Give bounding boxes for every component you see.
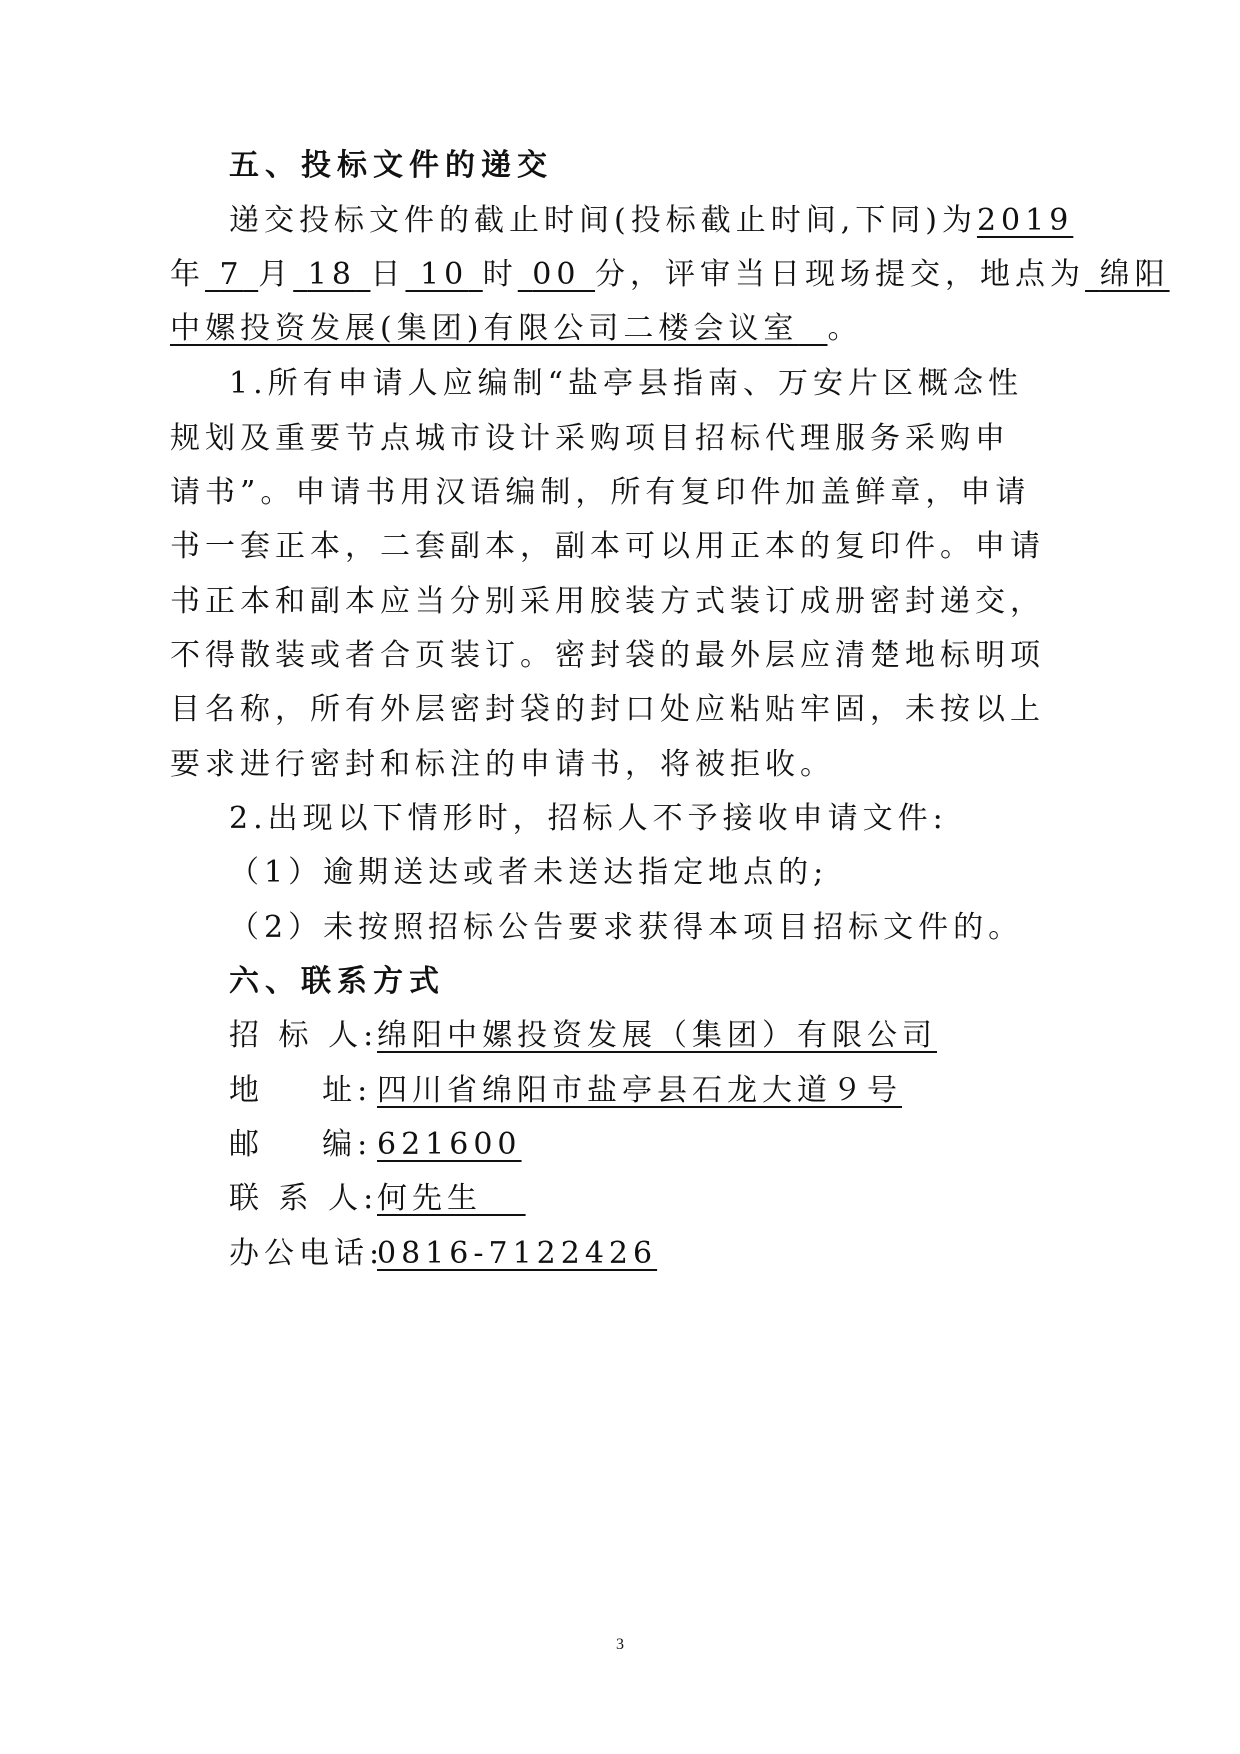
deadline-day: 18 <box>307 257 356 292</box>
contact-row-address <box>229 1071 902 1111</box>
deadline-place-part2: 中嫘投资发展(集团)有限公司二楼会议室 <box>170 311 799 346</box>
deadline-line-1 <box>229 201 1073 241</box>
page-number: 3 <box>616 1636 624 1653</box>
contact-row-person <box>229 1179 526 1219</box>
contact-value: 绵阳中嫘投资发展（集团）有限公司 <box>377 1018 937 1053</box>
item1-line: 书一套正本，二套副本，副本可以用正本的复印件。申请 <box>170 529 1045 564</box>
item1-line: 1.所有申请人应编制“盐亭县指南、万安片区概念性 <box>229 366 1023 401</box>
item1-line: 目名称，所有外层密封袋的封口处应粘贴牢固，未按以上 <box>170 692 1045 727</box>
contact-label: 办公电话: <box>229 1236 385 1271</box>
item1-line: 要求进行密封和标注的申请书，将被拒收。 <box>170 747 835 782</box>
deadline-month-unit: 月 <box>258 257 294 292</box>
deadline-line-2 <box>170 255 1170 295</box>
contact-value: 何先生 <box>377 1181 482 1216</box>
contact-label: 联 系 人: <box>229 1181 379 1216</box>
contact-row-postcode <box>229 1125 522 1165</box>
item1-line: 规划及重要节点城市设计采购项目招标代理服务采购申 <box>170 421 1010 456</box>
deadline-minute: 00 <box>532 257 581 292</box>
contact-value: 621600 <box>377 1127 522 1162</box>
deadline-year-unit: 年 <box>170 257 205 292</box>
contact-label: 招 标 人: <box>229 1018 379 1053</box>
item1-line: 不得散装或者合页装订。密封袋的最外层应清楚地标明项 <box>170 638 1045 673</box>
item2-line: 2.出现以下情形时，招标人不予接收申请文件: <box>229 801 948 836</box>
deadline-location-text: 分，评审当日现场提交，地点为 <box>595 257 1086 292</box>
contact-label: 地 址: <box>229 1073 373 1108</box>
item2-sub-line: （2）未按照招标公告要求获得本项目招标文件的。 <box>229 910 1024 945</box>
contact-label: 邮 编: <box>229 1127 373 1162</box>
section-heading-contact: 六、联系方式 <box>229 964 445 999</box>
contact-value: 四川省绵阳市盐亭县石龙大道９号 <box>377 1073 902 1108</box>
contact-value: 0816-7122426 <box>377 1236 658 1271</box>
item1-line: 请书”。申请书用汉语编制，所有复印件加盖鲜章，申请 <box>170 475 1031 510</box>
deadline-year: 2019 <box>976 203 1074 238</box>
deadline-text: 递交投标文件的截止时间(投标截止时间,下同)为 <box>229 203 977 238</box>
deadline-line-3 <box>170 309 863 349</box>
contact-row-bidder <box>229 1016 937 1056</box>
section-heading-submission: 五、投标文件的递交 <box>229 148 553 183</box>
deadline-end: 。 <box>827 311 863 346</box>
contact-row-phone <box>229 1234 657 1274</box>
item2-sub-line: （1）逾期送达或者未送达指定地点的; <box>229 855 829 890</box>
deadline-day-unit: 日 <box>370 257 406 292</box>
deadline-hour: 10 <box>420 257 469 292</box>
deadline-month: 7 <box>219 257 244 292</box>
item1-line: 书正本和副本应当分别采用胶装方式装订成册密封递交， <box>170 584 1045 619</box>
deadline-hour-unit: 时 <box>482 257 518 292</box>
deadline-place-part1: 绵阳 <box>1099 257 1170 292</box>
